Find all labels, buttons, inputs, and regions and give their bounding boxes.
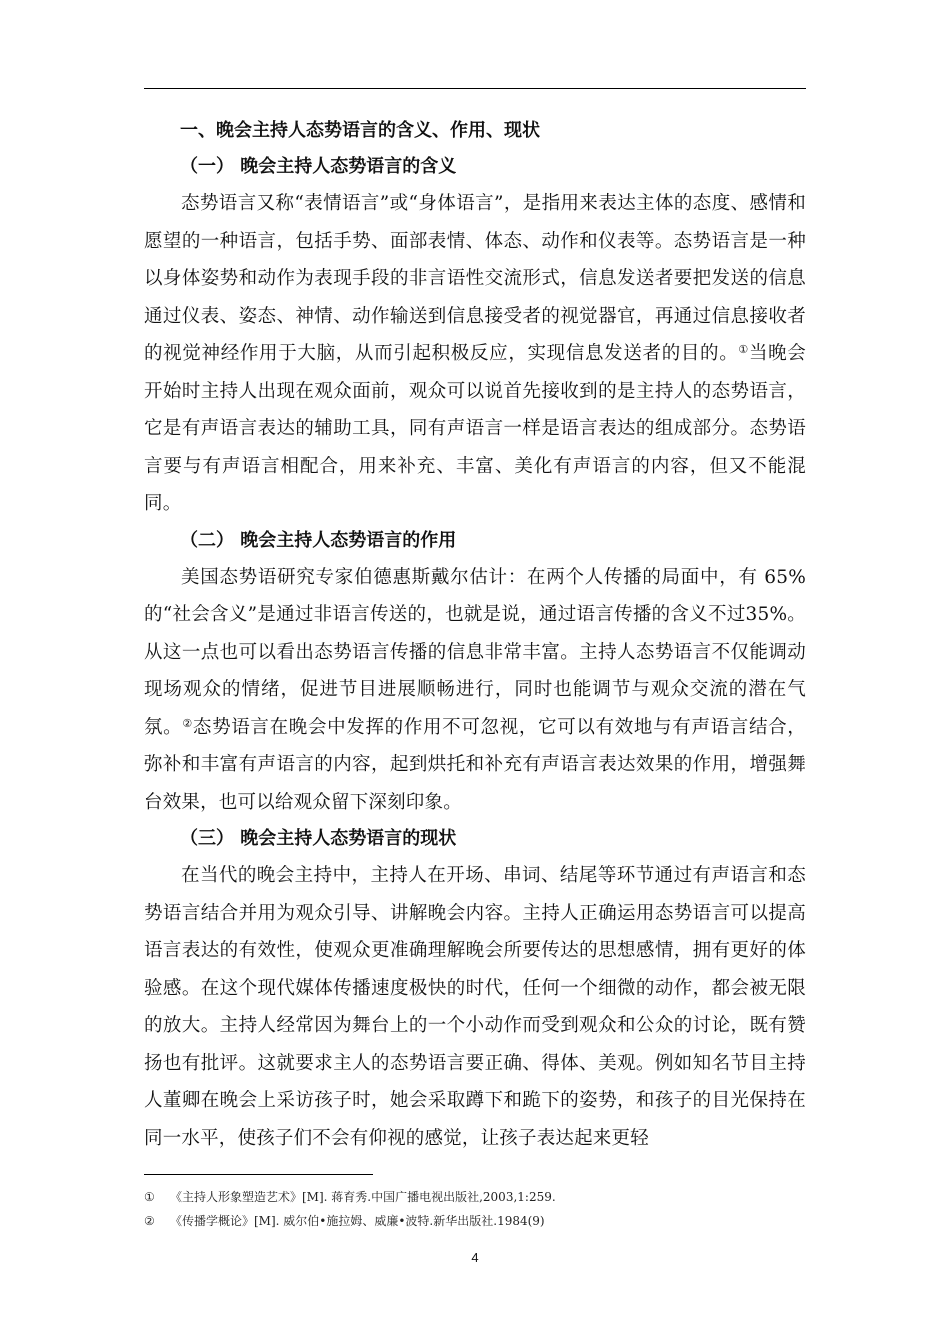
footnote-rule [144,1174,373,1175]
section-heading: 一、晚会主持人态势语言的含义、作用、现状 [180,120,540,141]
footnote-ref-2[interactable]: ② [182,716,193,730]
footnotes [144,1185,806,1233]
paragraph-function: 美国态势语研究专家伯德惠斯戴尔估计：在两个人传播的局面中，有 65%的“社会含义”是通过非语言传送的，也就是说，通过语言传播的含义不过35%。从这一点也可以看出态势语言传播的信息非常丰富。主持人态势语言不仅能调动现场观众的情绪，促进节目进展顺畅进行，同时也能调节与观众交流的潜在气氛。②态势语言在晚会中发挥的作用不可忽视，它可以有效地与有声语言结合，弥补和丰富有声语言的内容，起到烘托和补充有声语言表达效果的作用，增强舞台效果，也可以给观众留下深刻印象。 [144,566,807,813]
document-body [144,113,806,1157]
footnote-1: ① 《主持人形象塑造艺术》[M]. 蒋育秀.中国广播电视出版社,2003,1:259. [144,1190,556,1204]
footnote-ref-1[interactable]: ① [738,343,749,356]
subsection-heading-meaning: （一） 晚会主持人态势语言的含义 [180,156,457,177]
footnote-2: ② 《传播学概论》[M]. 威尔伯•施拉姆、威廉•波特.新华出版社.1984(9) [144,1214,545,1228]
paragraph-status: 在当代的晚会主持中，主持人在开场、串词、结尾等环节通过有声语言和态势语言结合并用为观众引导、讲解晚会内容。主持人正确运用态势语言可以提高语言表达的有效性，使观众更准确理解晚会所要传达的思想感情，拥有更好的体验感。在这个现代媒体传播速度极快的时代，任何一个细微的动作，都会被无限的放大。主持人经常因为舞台上的一个小动作而受到观众和公众的讨论，既有赞扬也有批评。这就要求主人的态势语言要正确、得体、美观。例如知名节目主持人董卿在晚会上采访孩子时，她会采取蹲下和跪下的姿势，和孩子的目光保持在同一水平，使孩子们不会有仰视的感觉，让孩子表达起来更轻 [144,865,806,1149]
paragraph-meaning: 态势语言又称“表情语言”或“身体语言”，是指用来表达主体的态度、感情和愿望的一种语言，包括手势、面部表情、体态、动作和仪表等。态势语言是一种以身体姿势和动作为表现手段的非言语性交流形式，信息发送者要把发送的信息通过仪表、姿态、神情、动作输送到信息接受者的视觉器官，再通过信息接收者的视觉神经作用于大脑，从而引起积极反应，实现信息发送者的目的。①当晚会开始时主持人出现在观众面前，观众可以说首先接收到的是主持人的态势语言，它是有声语言表达的辅助工具，同有声语言一样是语言表达的组成部分。态势语言要与有声语言相配合，用来补充、丰富、美化有声语言的内容，但又不能混同。 [144,193,807,514]
page-number: 4 [471,1250,479,1265]
header-rule [144,88,806,89]
subsection-heading-status: （三） 晚会主持人态势语言的现状 [180,828,457,849]
subsection-heading-function: （二） 晚会主持人态势语言的作用 [180,529,457,551]
